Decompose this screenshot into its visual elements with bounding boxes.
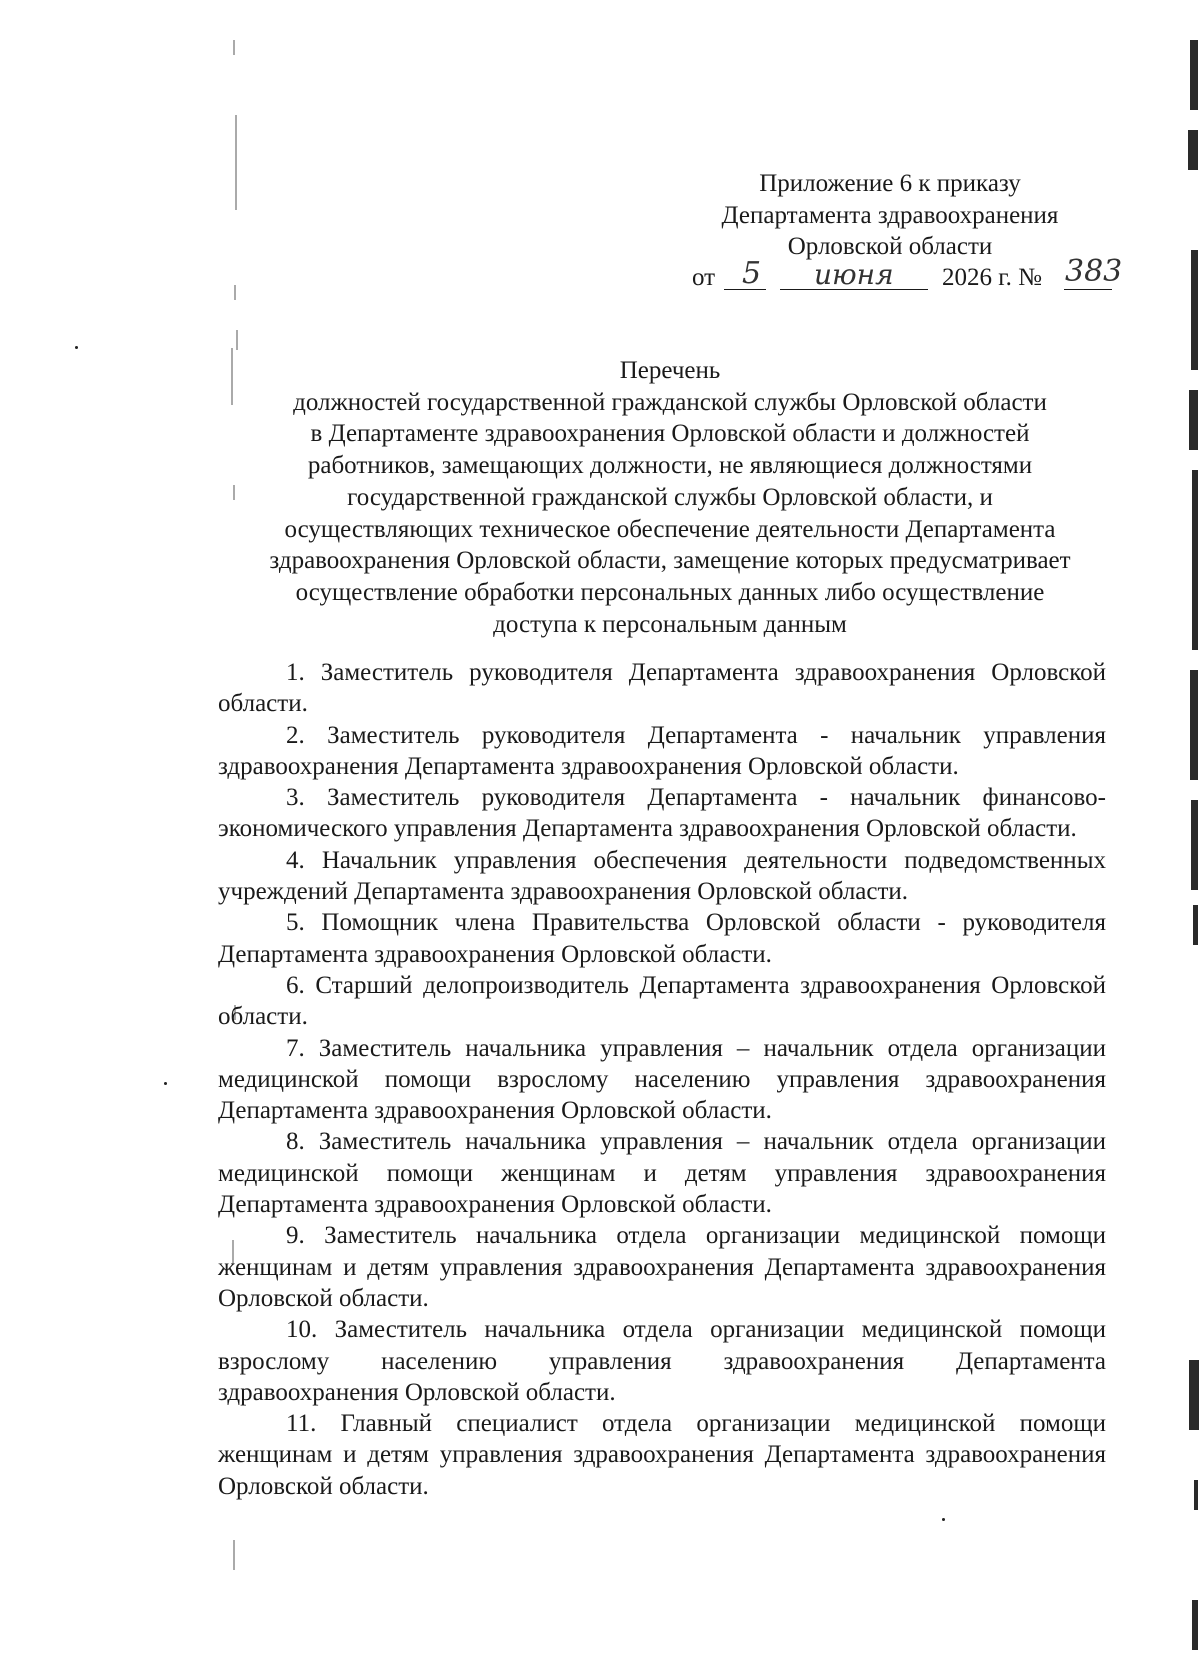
scan-speck	[164, 1082, 167, 1085]
handwritten-day: 5	[742, 256, 762, 291]
list-item: 3. Заместитель руководителя Департамента - начальник финансово-экономического управления Департамента здравоохранения Орловской области.	[218, 784, 1106, 843]
title-line: осуществление обработки персональных данных либо осуществление	[295, 578, 1045, 606]
list-item: 2. Заместитель руководителя Департамента - начальник управления здравоохранения Департамента здравоохранения Орловской области.	[218, 721, 1106, 780]
handwritten-month: июня	[814, 258, 894, 291]
document-title	[230, 355, 1110, 640]
title-line: доступа к персональным данным	[493, 610, 847, 638]
title-line: государственной гражданской службы Орловской области, и	[347, 483, 993, 511]
title-line: здравоохранения Орловской области, замещение которых предусматривает	[269, 547, 1071, 575]
list-item: 9. Заместитель начальника отдела организации медицинской помощи женщинам и детям управления здравоохранения Департамента здравоохранения Орловской области.	[218, 1222, 1106, 1312]
header-line-1: Приложение 6 к приказу	[759, 170, 1021, 197]
list-item: 8. Заместитель начальника управления – начальник отдела организации медицинской помощи женщинам и детям управления здравоохранения Департамента здравоохранения Орловской области.	[218, 1128, 1106, 1219]
handwritten-order-number: 383	[1065, 254, 1123, 289]
title-line: работников, замещающих должности, не являющиеся должностями	[307, 452, 1033, 480]
header-line-2: Департамента здравоохранения	[721, 201, 1059, 229]
scan-speck	[942, 1518, 945, 1521]
list-item: 11. Главный специалист отдела организации медицинской помощи женщинам и детям управления здравоохранения Департамента здравоохранения Орловской области.	[218, 1410, 1106, 1500]
attachment-header	[660, 168, 1120, 263]
header-line-3: Орловской области	[787, 233, 993, 260]
scan-speck	[75, 346, 78, 349]
title-line: должностей государственной гражданской службы Орловской области	[293, 388, 1047, 416]
list-item: 1. Заместитель руководителя Департамента здравоохранения Орловской области.	[218, 659, 1106, 718]
title-line: осуществляющих техническое обеспечение деятельности Департамента	[284, 515, 1056, 543]
date-prefix: от	[692, 264, 716, 291]
list-item: 10. Заместитель начальника отдела организации медицинской помощи взрослому населению управления здравоохранения Департамента здравоохранения Орловской области.	[218, 1316, 1106, 1406]
scan-edge-noise	[1186, 0, 1200, 1678]
list-item: 5. Помощник члена Правительства Орловской области - руководителя Департамента здравоохранения Орловской области.	[218, 909, 1106, 968]
positions-list	[218, 657, 1106, 1502]
title-heading: Перечень	[619, 357, 721, 384]
order-date-line	[692, 254, 1123, 294]
date-year-number-label: 2026 г. №	[942, 264, 1043, 291]
list-item: 7. Заместитель начальника управления – начальник отдела организации медицинской помощи взрослому населению управления здравоохранения Департамента здравоохранения Орловской области.	[218, 1034, 1106, 1125]
title-line: в Департаменте здравоохранения Орловской области и должностей	[310, 420, 1030, 448]
list-item: 4. Начальник управления обеспечения деятельности подведомственных учреждений Департамента здравоохранения Орловской области.	[218, 846, 1106, 906]
list-item: 6. Старший делопроизводитель Департамента здравоохранения Орловской области.	[218, 971, 1106, 1031]
